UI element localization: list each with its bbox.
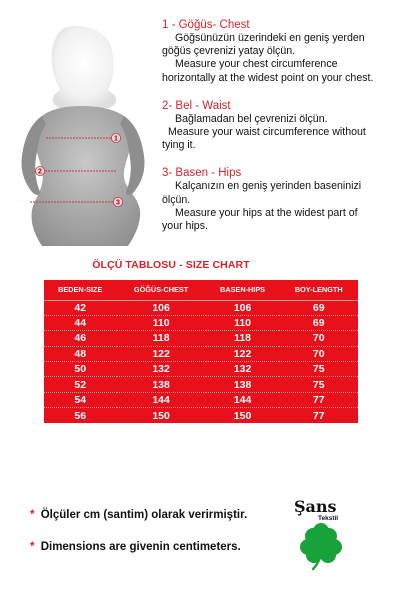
note-star: * <box>30 541 35 553</box>
cell-size: 52 <box>44 377 117 392</box>
step-chest-line: göğüs çevrenizi yatay ölçün. <box>162 45 296 58</box>
cell-size: 48 <box>44 346 117 361</box>
step-hips-line: Measure your hips at the widest part of <box>175 206 358 219</box>
note-turkish <box>30 509 247 521</box>
table-row <box>44 315 358 330</box>
cell-hips: 144 <box>206 392 280 407</box>
step-waist-title: 2- Bel - Waist <box>162 99 231 112</box>
table-row <box>44 408 358 423</box>
step-waist-line: tying it. <box>162 139 196 152</box>
cell-length: 75 <box>279 377 358 392</box>
measuring-instructions <box>162 18 396 247</box>
cell-length: 77 <box>312 409 325 422</box>
cell-hips: 118 <box>206 331 280 346</box>
cell-chest: 132 <box>117 362 206 377</box>
step-chest-line: Göğsünüzün üzerindeki en geniş yerden <box>175 32 365 44</box>
cell-size: 54 <box>44 392 117 407</box>
brand-name: Şans <box>294 497 337 516</box>
cell-length: 69 <box>279 300 358 315</box>
table-row <box>44 362 358 377</box>
cell-length: 75 <box>279 362 358 377</box>
cell-chest: 138 <box>117 377 206 392</box>
step-waist <box>162 99 396 153</box>
step-hips-line: ölçün. <box>162 193 191 206</box>
note-english <box>30 541 241 553</box>
clover-icon <box>298 523 344 571</box>
cell-hips: 138 <box>206 377 280 392</box>
cell-chest: 110 <box>117 315 206 330</box>
step-chest-title: 1 - Göğüs- Chest <box>162 19 250 31</box>
size-chart-table <box>44 280 358 423</box>
step-chest-line: Measure your chest circumference <box>175 58 338 71</box>
size-chart-title: ÖLÇÜ TABLOSU - SIZE CHART <box>92 259 250 271</box>
step-hips <box>162 166 396 233</box>
cell-size: 56 <box>74 409 87 422</box>
table-row <box>44 377 358 392</box>
step-waist-line: Measure your waist circumference without <box>168 126 366 139</box>
note-english-text: Dimensions are givenin centimeters. <box>40 541 241 553</box>
note-star: * <box>30 509 35 521</box>
cell-chest: 118 <box>117 331 206 346</box>
table-row <box>44 331 358 346</box>
size-chart-header-row <box>44 280 358 300</box>
cell-chest: 144 <box>117 392 206 407</box>
cell-length: 77 <box>279 392 358 407</box>
brand-logo <box>288 497 354 573</box>
head-outline <box>51 26 116 108</box>
cell-hips: 122 <box>206 346 280 361</box>
step-chest-line: horizontally at the widest point on your chest. <box>162 71 374 84</box>
cell-hips: 106 <box>206 300 280 315</box>
step-chest <box>162 18 396 85</box>
cell-chest: 106 <box>117 300 206 315</box>
cell-chest: 150 <box>152 409 170 422</box>
cell-length: 69 <box>279 315 358 330</box>
step-hips-title: 3- Basen - Hips <box>162 167 242 180</box>
step-hips-line: your hips. <box>162 220 208 233</box>
marker-waist-number: 2 <box>38 168 42 176</box>
cell-length: 70 <box>279 331 358 346</box>
cell-chest: 122 <box>117 346 206 361</box>
header-size: BEDEN-SIZE <box>44 280 117 300</box>
cell-hips: 150 <box>233 409 252 422</box>
table-row <box>44 392 358 407</box>
brand-sub: Tekstil <box>318 515 339 522</box>
body-silhouette <box>12 24 152 246</box>
marker-chest-number: 1 <box>114 135 118 143</box>
cell-size: 46 <box>44 331 117 346</box>
silhouette-illustration <box>12 24 152 246</box>
step-waist-line: Bağlamadan bel çevrenizi ölçün. <box>175 112 328 125</box>
cell-size: 42 <box>44 300 117 315</box>
cell-hips: 110 <box>206 315 280 330</box>
table-row <box>44 346 358 361</box>
cell-hips: 132 <box>206 362 280 377</box>
cell-length: 70 <box>279 346 358 361</box>
cell-size: 44 <box>44 315 117 330</box>
note-turkish-text: Ölçüler cm (santim) olarak verirmiştir. <box>40 509 248 521</box>
table-row <box>44 300 358 315</box>
step-hips-line: Kalçanızın en geniş yerinden baseninizi <box>175 180 362 193</box>
cell-size: 50 <box>44 362 117 377</box>
header-length: BOY-LENGTH <box>279 280 358 300</box>
header-chest: GÖĞÜS-CHEST <box>117 280 206 300</box>
header-hips: BASEN-HIPS <box>206 280 280 300</box>
marker-hips-number: 3 <box>116 199 120 207</box>
